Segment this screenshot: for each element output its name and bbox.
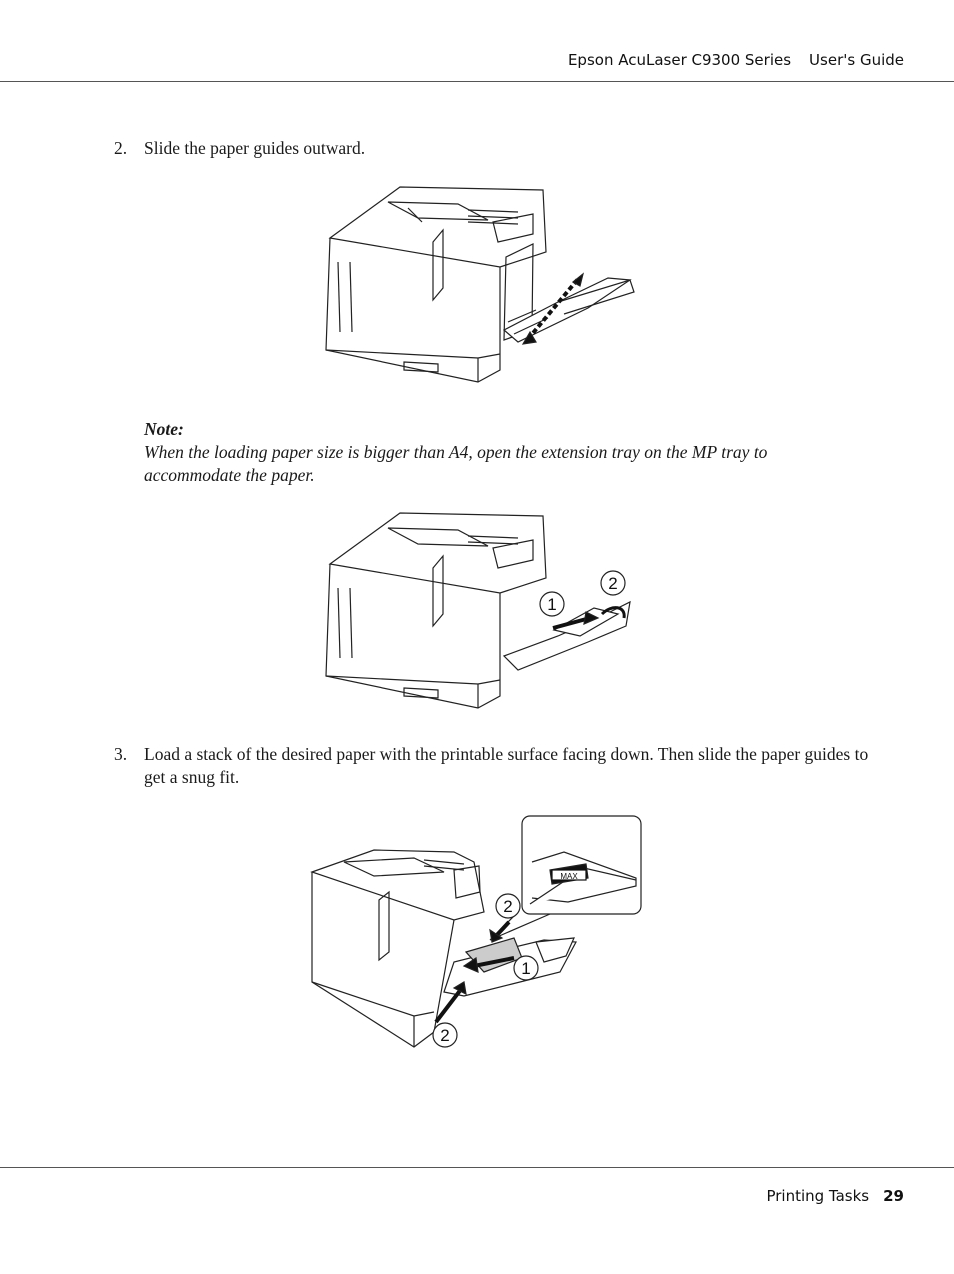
callout-1: 1 <box>521 959 531 978</box>
note-title: Note: <box>144 419 184 439</box>
printer-illustration-guides <box>318 182 638 388</box>
max-label: MAX <box>560 872 578 881</box>
callout-1: 1 <box>547 595 557 614</box>
callout-2-top: 2 <box>503 897 513 916</box>
step-number: 2. <box>114 138 128 158</box>
note-block <box>144 418 844 487</box>
page-footer <box>766 1187 904 1205</box>
step-text: Slide the paper guides outward. <box>144 138 366 158</box>
printer-illustration-extension <box>318 508 638 713</box>
header-text <box>568 51 904 69</box>
step-text: Load a stack of the desired paper with the printable surface facing down. Then slide the paper guides to get a snug fit. <box>144 744 869 787</box>
step-number: 3. <box>114 744 128 764</box>
header-product: Epson AcuLaser C9300 Series <box>567 51 792 69</box>
footer-section: Printing Tasks <box>766 1187 870 1205</box>
callout-2-bottom: 2 <box>440 1026 450 1045</box>
page-number: 29 <box>883 1187 904 1205</box>
page-header <box>0 0 954 82</box>
footer-divider <box>0 1167 954 1168</box>
header-guide: User's Guide <box>809 51 904 69</box>
printer-illustration-load-paper <box>304 812 646 1057</box>
callout-2: 2 <box>608 574 618 593</box>
note-body: When the loading paper size is bigger than A4, open the extension tray on the MP tray to accommodate the paper. <box>144 442 768 485</box>
